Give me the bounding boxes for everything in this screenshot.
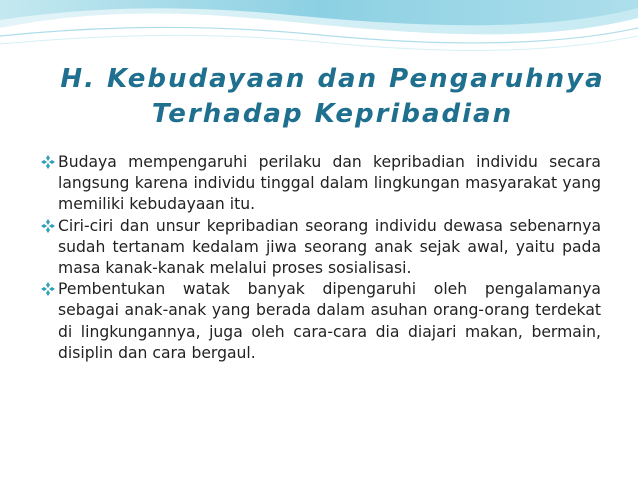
diamond-cluster-icon — [41, 155, 55, 169]
bullet-text-3: Pembentukan watak banyak dipengaruhi oleh pengalamanya sebagai anak-anak yang berada dalam asuhan orang-orang terdekat di lingkungannya, juga oleh cara-cara dia diajari makan, bermain, disiplin dan cara bergaul. — [58, 280, 601, 362]
bullet-text-1: Budaya mempengaruhi perilaku dan kepribadian individu secara langsung karena individu tinggal dalam lingkungan masyarakat yang memiliki kebudayaan itu. — [58, 153, 601, 214]
title-line-1: H. Kebudayaan dan Pengaruhnya — [60, 64, 605, 94]
diamond-cluster-icon — [41, 219, 55, 233]
bullet-item-2 — [41, 216, 601, 280]
diamond-cluster-icon — [41, 282, 55, 296]
bullet-item-1 — [41, 152, 601, 216]
bullet-text-2: Ciri-ciri dan unsur kepribadian seorang individu dewasa sebenarnya sudah tertanam kedalam jiwa seorang anak sejak awal, yaitu pada masa kanak-kanak melalui proses sosialisasi. — [58, 216, 601, 278]
bullet-list — [41, 152, 601, 364]
slide-title — [40, 62, 625, 132]
bullet-item-3 — [41, 279, 601, 364]
title-line-2: Terhadap Kepribadian — [151, 99, 514, 129]
